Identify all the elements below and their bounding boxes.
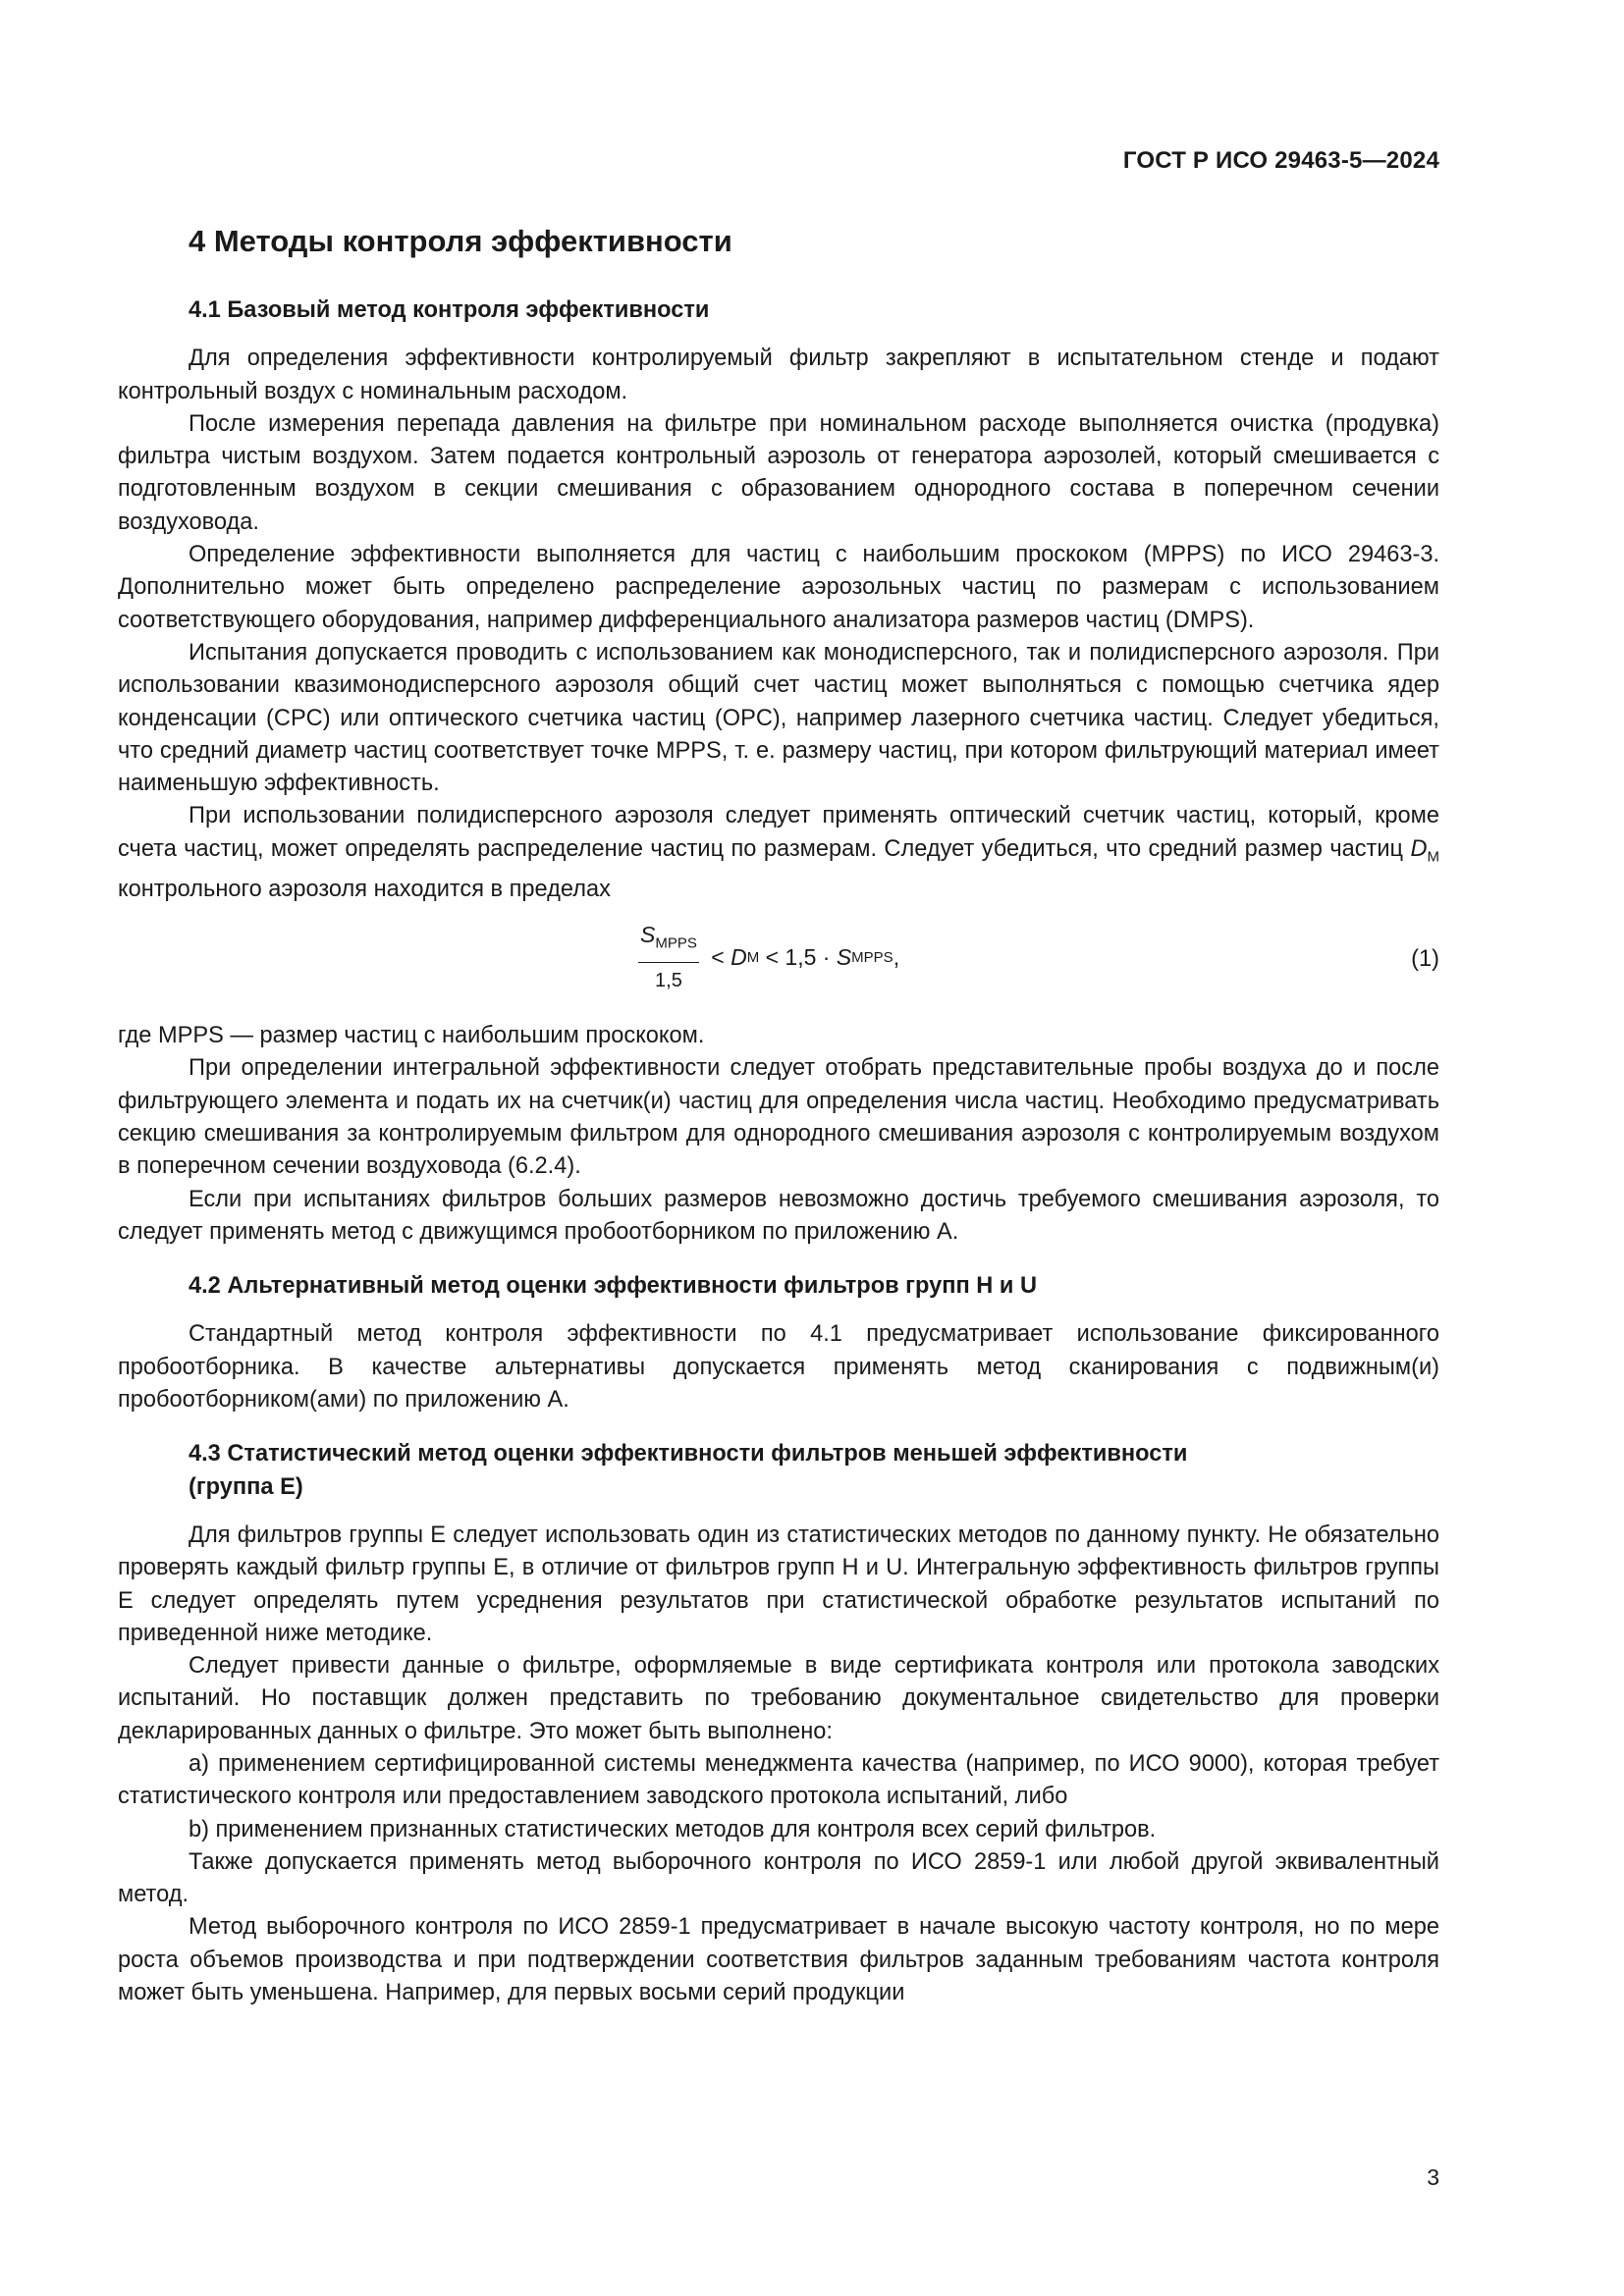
paragraph: Для фильтров группы Е следует использовать один из статистических методов по данному пункту. Не обязательно проверять каждый фильтр группы Е, в отличие от фильтров групп Н и U. Интегральную эффективность фильтров группы Е следует определять путем усреднения результатов при статистической обработке результатов испытаний по приведенной ниже методике. [118,1522,1439,1646]
subsection-4-3-heading: 4.3 Статистический метод оценки эффективности фильтров меньшей эффективности [189,1441,1188,1468]
section-heading: 4 Методы контроля эффективности [189,224,732,258]
page-content [118,222,1439,2009]
fraction-numerator [638,919,699,963]
paragraph: Также допускается применять метод выборочного контроля по ИСО 2859-1 или любой другой эквивалентный метод. [118,1848,1439,1908]
subsection-4-3-heading-cont: (группа Е) [189,1473,303,1500]
paragraph: При определении интегральной эффективности следует отобрать представительные пробы воздуха до и после фильтрующего элемента и подать их на счетчик(и) частиц для определения числа частиц. Необходимо предусматривать секцию смешивания за контролируемым фильтром для однородного смешивания аэрозоля с контролируемым воздухом в поперечном сечении воздуховода (6.2.4). [118,1055,1439,1180]
spacer [118,1416,1439,1438]
less-than-factor: < 1,5 · [759,944,837,971]
list-item-a: a) применением сертифицированной системы менеджмента качества (например, по ИСО 9000), которая требует статистического контроля или предоставлением заводского протокола испытаний, либо [118,1751,1439,1810]
fraction-denominator: 1,5 [655,969,682,991]
equation-number: (1) [1411,946,1439,973]
standard-designation: ГОСТ Р ИСО 29463-5—2024 [1122,147,1439,174]
formula-1 [118,920,1439,1012]
paragraph: Стандартный метод контроля эффективности по 4.1 предусматривает использование фиксированного пробоотборника. В качестве альтернативы допускается применять метод сканирования с подвижным(и) пробоотборником(ами) по приложению А. [118,1321,1439,1414]
fraction [638,919,699,997]
numerator-subscript: MPPS [655,934,697,952]
d-subscript: M [746,949,760,967]
paragraph: Испытания допускается проводить с использованием как монодисперсного, так и полидисперсного аэрозоля. При использовании квазимонодисперсного аэрозоля общий счет частиц может выполняться с помощью счетчика ядер конденсации (CPC) или оптического счетчика частиц (OPC), например лазерного счетчика частиц. Следует убедиться, что средний диаметр частиц соответствует точке MPPS, т. е. размеру частиц, при котором фильтрующий материал имеет наименьшую эффективность. [118,639,1439,797]
paragraph [118,800,1439,906]
paragraph: После измерения перепада давления на фильтре при номинальном расходе выполняется очистка (продувка) фильтра чистым воздухом. Затем подается контрольный аэрозоль от генератора аэрозолей, который смешивается с подготовленным воздухом в секции смешивания с образованием однородного состава в поперечном сечении воздуховода. [118,410,1439,535]
less-than: < [704,944,731,971]
spacer [118,1249,1439,1270]
d-symbol: D [731,944,747,971]
numerator-symbol: S [640,921,656,947]
symbol-d: D [1410,835,1428,862]
formula-comma: , [893,944,900,971]
symbol-subscript: M [1427,848,1439,866]
s-subscript: MPPS [851,949,893,967]
paragraph: Определение эффективности выполняется для частиц с наибольшим проскоком (MPPS) по ИСО 29463-3. Дополнительно может быть определено распределение аэрозольных частиц по размерам с использованием соответствующего оборудования, например дифференциального анализатора размеров частиц (DMPS). [118,542,1439,633]
list-item-b: b) применением признанных статистических методов для контроля всех серий фильтров. [189,1816,1157,1842]
subsection-4-2-heading: 4.2 Альтернативный метод оценки эффективности фильтров групп Н и U [189,1273,1037,1300]
paragraph: Для определения эффективности контролируемый фильтр закрепляют в испытательном стенде и подают контрольный воздух с номинальным расходом. [118,346,1439,404]
page-number: 3 [1427,2164,1439,2190]
formula-expression [638,921,900,992]
s-symbol: S [836,944,852,971]
text-run: контрольного аэрозоля находится в пределах [118,876,611,902]
subsection-4-1-heading: 4.1 Базовый метод контроля эффективности [189,297,710,323]
paragraph: Следует привести данные о фильтре, оформляемые в виде сертификата контроля или протокола заводских испытаний. Но поставщик должен представить по требованию документальное свидетельство для проверки декларированных данных о фильтре. Это может быть выполнено: [118,1653,1439,1744]
paragraph: где MPPS — размер частиц с наибольшим проскоком. [118,1023,705,1049]
text-run: При использовании полидисперсного аэрозоля следует применять оптический счетчик частиц, который, кроме счета частиц, может определять распределение частиц по размерам. Следует убедиться, что средний размер частиц [118,803,1439,862]
paragraph: Если при испытаниях фильтров больших размеров невозможно достичь требуемого смешивания аэрозоля, то следует применять метод с движущимся пробоотборником по приложению А. [118,1186,1439,1245]
paragraph: Метод выборочного контроля по ИСО 2859-1 предусматривает в начале высокую частоту контроля, но по мере роста объемов производства и при подтверждении соответствия фильтров заданным требованиям частота контроля может быть уменьшена. Например, для первых восьми серий продукции [118,1914,1439,2006]
